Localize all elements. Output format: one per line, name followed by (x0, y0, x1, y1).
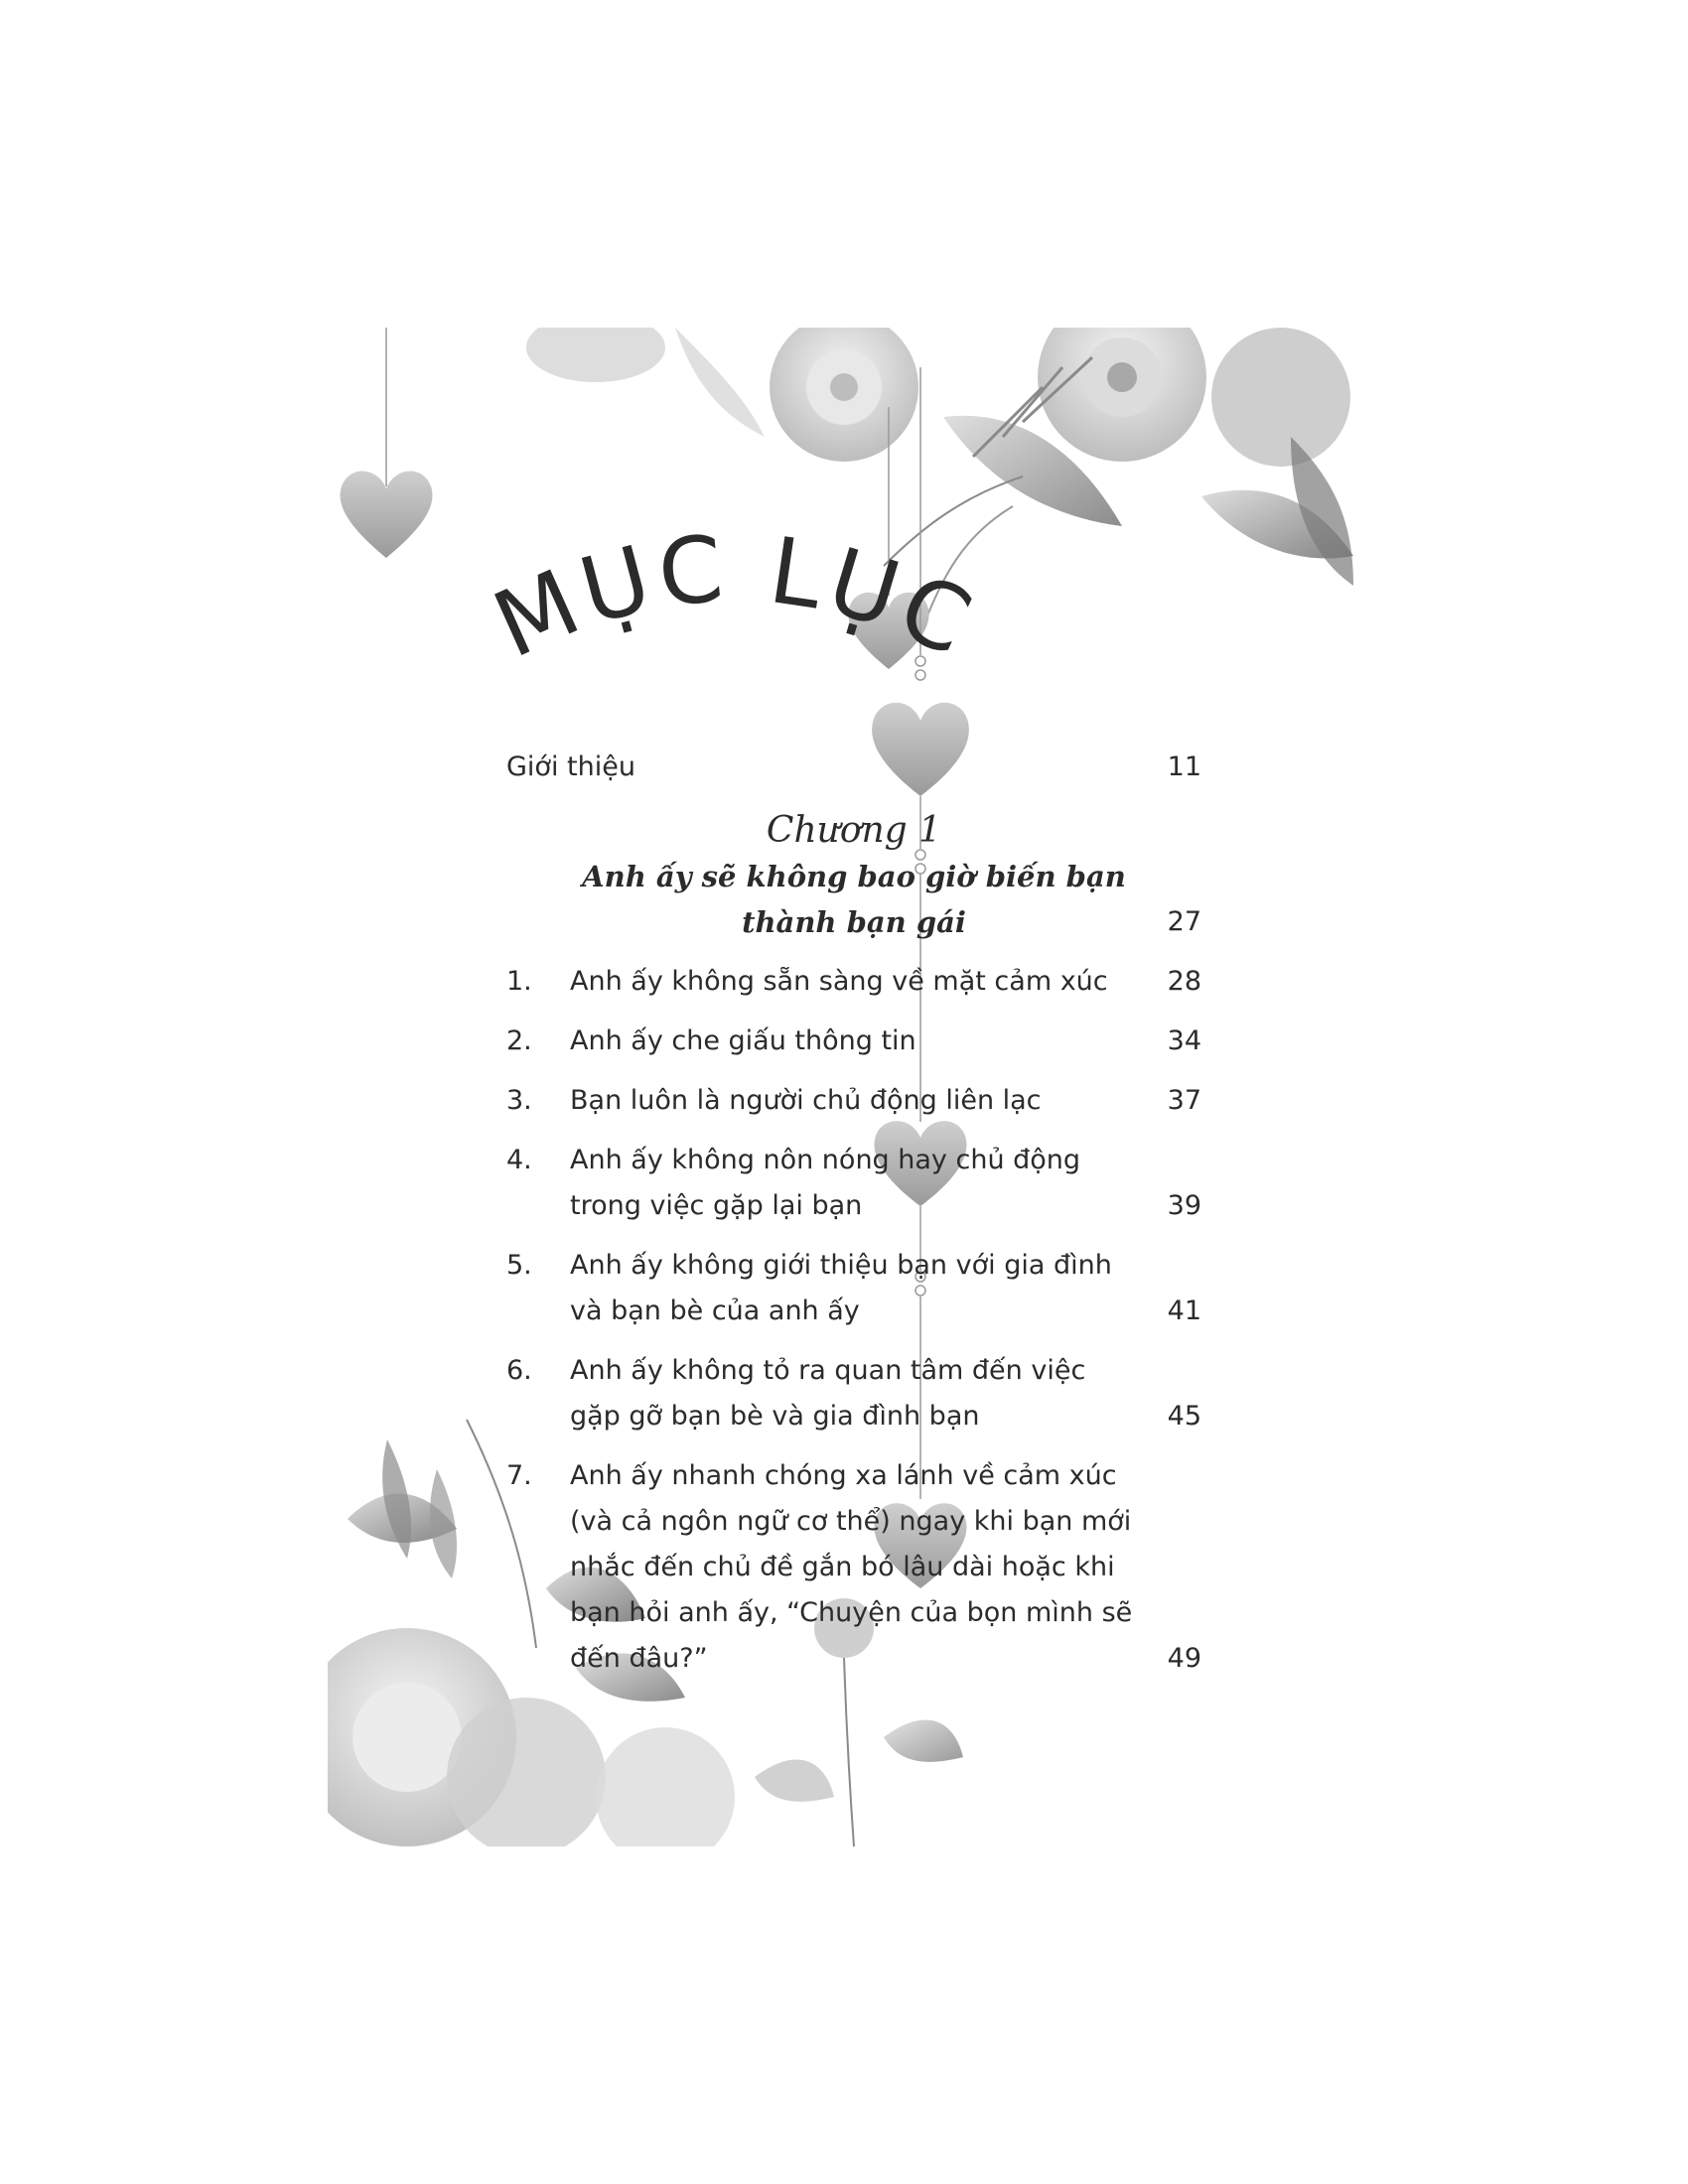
toc-page-number: 49 (1167, 1643, 1201, 1674)
toc-entry-intro[interactable] (506, 745, 1201, 790)
chapter-label: Chương 1 (766, 810, 942, 851)
chapter-heading[interactable] (506, 808, 1201, 945)
toc-item[interactable] (506, 1243, 1201, 1334)
toc-entry-label: Giới thiệu (506, 751, 635, 782)
toc-item[interactable] (506, 1348, 1201, 1439)
toc-page-number: 41 (1167, 1296, 1201, 1326)
toc-item-text: Anh ấy không nôn nóng hay chủ động trong việc gặp lại bạn (570, 1145, 1081, 1221)
toc-item-text: Anh ấy nhanh chóng xa lánh về cảm xúc (và cả ngôn ngữ cơ thể) ngay khi bạn mới nhắc đến chủ đề gắn bó lâu dài hoặc khi bạn hỏi anh ấy, “Chuyện của bọn mình sẽ đến đâu?” (570, 1460, 1133, 1674)
chapter-title: Anh ấy sẽ không bao giờ biến bạn thành bạn gái (582, 860, 1126, 939)
toc-page-number: 27 (1167, 906, 1201, 937)
title-text: MỤC LỤC (479, 514, 992, 679)
toc-item[interactable] (506, 959, 1201, 1005)
toc-item-number: 1. (506, 966, 532, 997)
toc-item-number: 3. (506, 1085, 532, 1116)
toc-item[interactable] (506, 1138, 1201, 1229)
left-heart-ornament (341, 328, 433, 558)
book-page (328, 328, 1353, 1846)
toc-page-number: 45 (1167, 1401, 1201, 1432)
toc-page-number: 11 (1167, 751, 1201, 782)
svg-text:MỤC LỤC (479, 515, 991, 679)
toc-item[interactable] (506, 1078, 1201, 1124)
toc-item-text: Anh ấy không giới thiệu bạn với gia đình và bạn bè của anh ấy (570, 1250, 1112, 1326)
table-of-contents (506, 745, 1201, 1682)
toc-item-number: 4. (506, 1145, 532, 1175)
toc-item-number: 7. (506, 1460, 532, 1491)
toc-item[interactable] (506, 1453, 1201, 1682)
toc-page-number: 37 (1167, 1085, 1201, 1116)
toc-item-number: 6. (506, 1355, 532, 1386)
toc-page-number: 39 (1167, 1190, 1201, 1221)
toc-item-text: Anh ấy không sẵn sàng về mặt cảm xúc (570, 966, 1108, 997)
toc-page-number: 28 (1167, 966, 1201, 997)
page-title (477, 496, 993, 695)
toc-page-number: 34 (1167, 1025, 1201, 1056)
toc-item-text: Anh ấy không tỏ ra quan tâm đến việc gặp gỡ bạn bè và gia đình bạn (570, 1355, 1086, 1432)
toc-item-number: 5. (506, 1250, 532, 1281)
toc-item-text: Anh ấy che giấu thông tin (570, 1025, 916, 1056)
toc-item-number: 2. (506, 1025, 532, 1056)
toc-item-text: Bạn luôn là người chủ động liên lạc (570, 1085, 1042, 1116)
toc-item[interactable] (506, 1019, 1201, 1064)
